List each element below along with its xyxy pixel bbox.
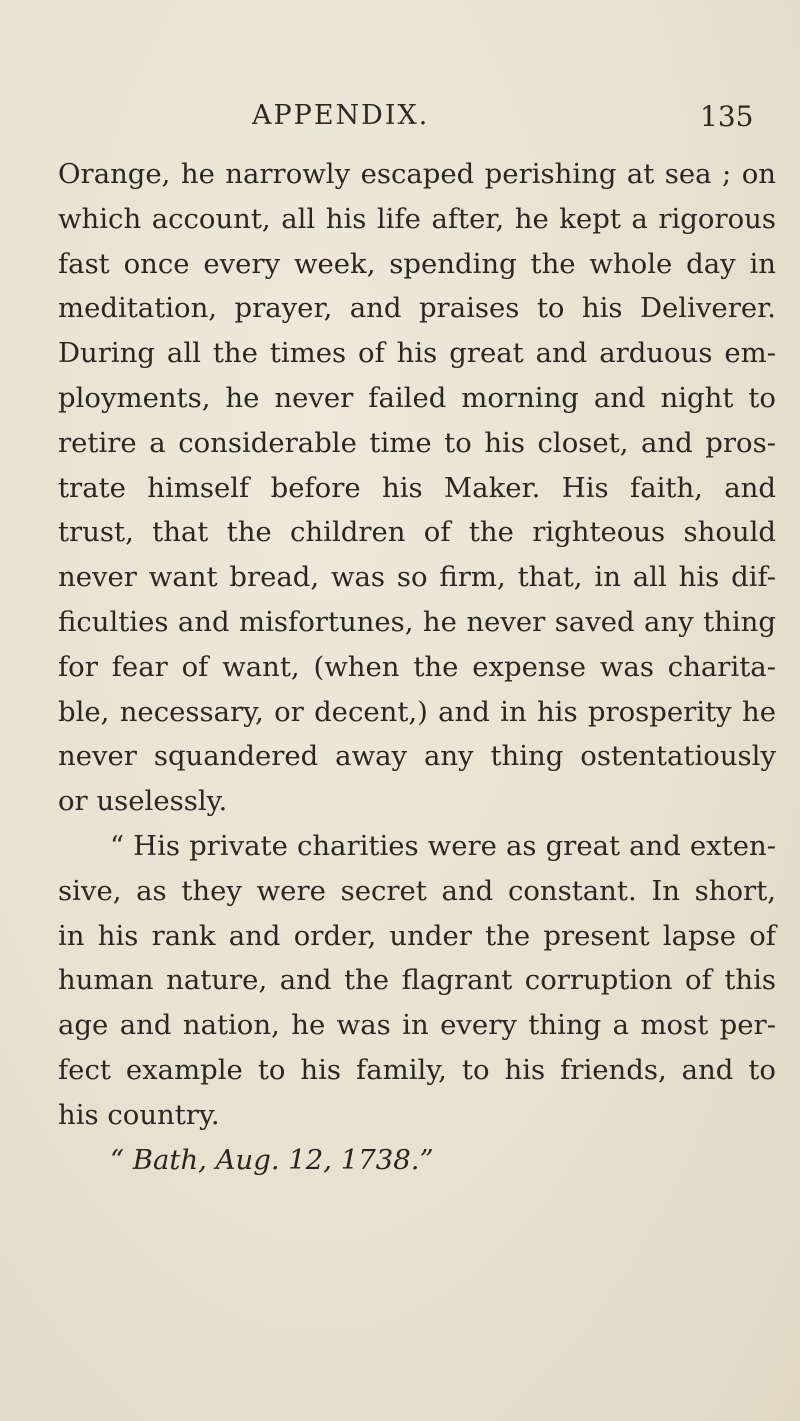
text-line: for fear of want, (when the expense was charita-	[58, 650, 776, 683]
text-line: fect example to his family, to his friends, and to	[58, 1053, 776, 1086]
signature-line: “ Bath, Aug. 12, 1738.”	[110, 1143, 434, 1176]
text-line: retire a considerable time to his closet, and pros-	[58, 426, 776, 459]
page-number: 135	[700, 100, 754, 133]
paragraph-1	[58, 152, 776, 824]
text-line: Orange, he narrowly escaped perishing at sea ; on	[58, 158, 776, 190]
text-line: ployments, he never failed morning and night to	[58, 381, 776, 414]
text-line: or uselessly.	[58, 785, 228, 818]
text-line: meditation, prayer, and praises to his Deliverer.	[58, 292, 776, 325]
text-line: ficulties and misfortunes, he never saved any thing	[58, 605, 776, 638]
text-line: human nature, and the flagrant corruption of this	[58, 964, 776, 997]
running-head	[0, 100, 800, 140]
text-line: “ His private charities were as great and exten-	[110, 829, 776, 862]
text-line: sive, as they were secret and constant. In short,	[58, 874, 776, 907]
paragraph-2	[58, 824, 776, 1138]
text-line: fast once every week, spending the whole day in	[58, 247, 776, 280]
text-line: ble, necessary, or decent,) and in his prosperity he	[58, 695, 776, 728]
text-line: in his rank and order, under the present lapse of	[58, 919, 776, 952]
text-line: age and nation, he was in every thing a most per-	[58, 1009, 776, 1042]
text-line: trust, that the children of the righteous should	[58, 516, 776, 549]
text-line: never want bread, was so firm, that, in all his dif-	[58, 561, 776, 594]
body-text	[58, 152, 776, 1182]
text-line: his country.	[58, 1098, 220, 1131]
text-line: During all the times of his great and arduous em-	[58, 337, 776, 370]
text-line: which account, all his life after, he kept a rigorous	[58, 202, 776, 235]
text-line: never squandered away any thing ostentatiously	[58, 740, 776, 773]
text-line: trate himself before his Maker. His faith, and	[58, 471, 776, 504]
running-title: APPENDIX.	[252, 100, 430, 131]
